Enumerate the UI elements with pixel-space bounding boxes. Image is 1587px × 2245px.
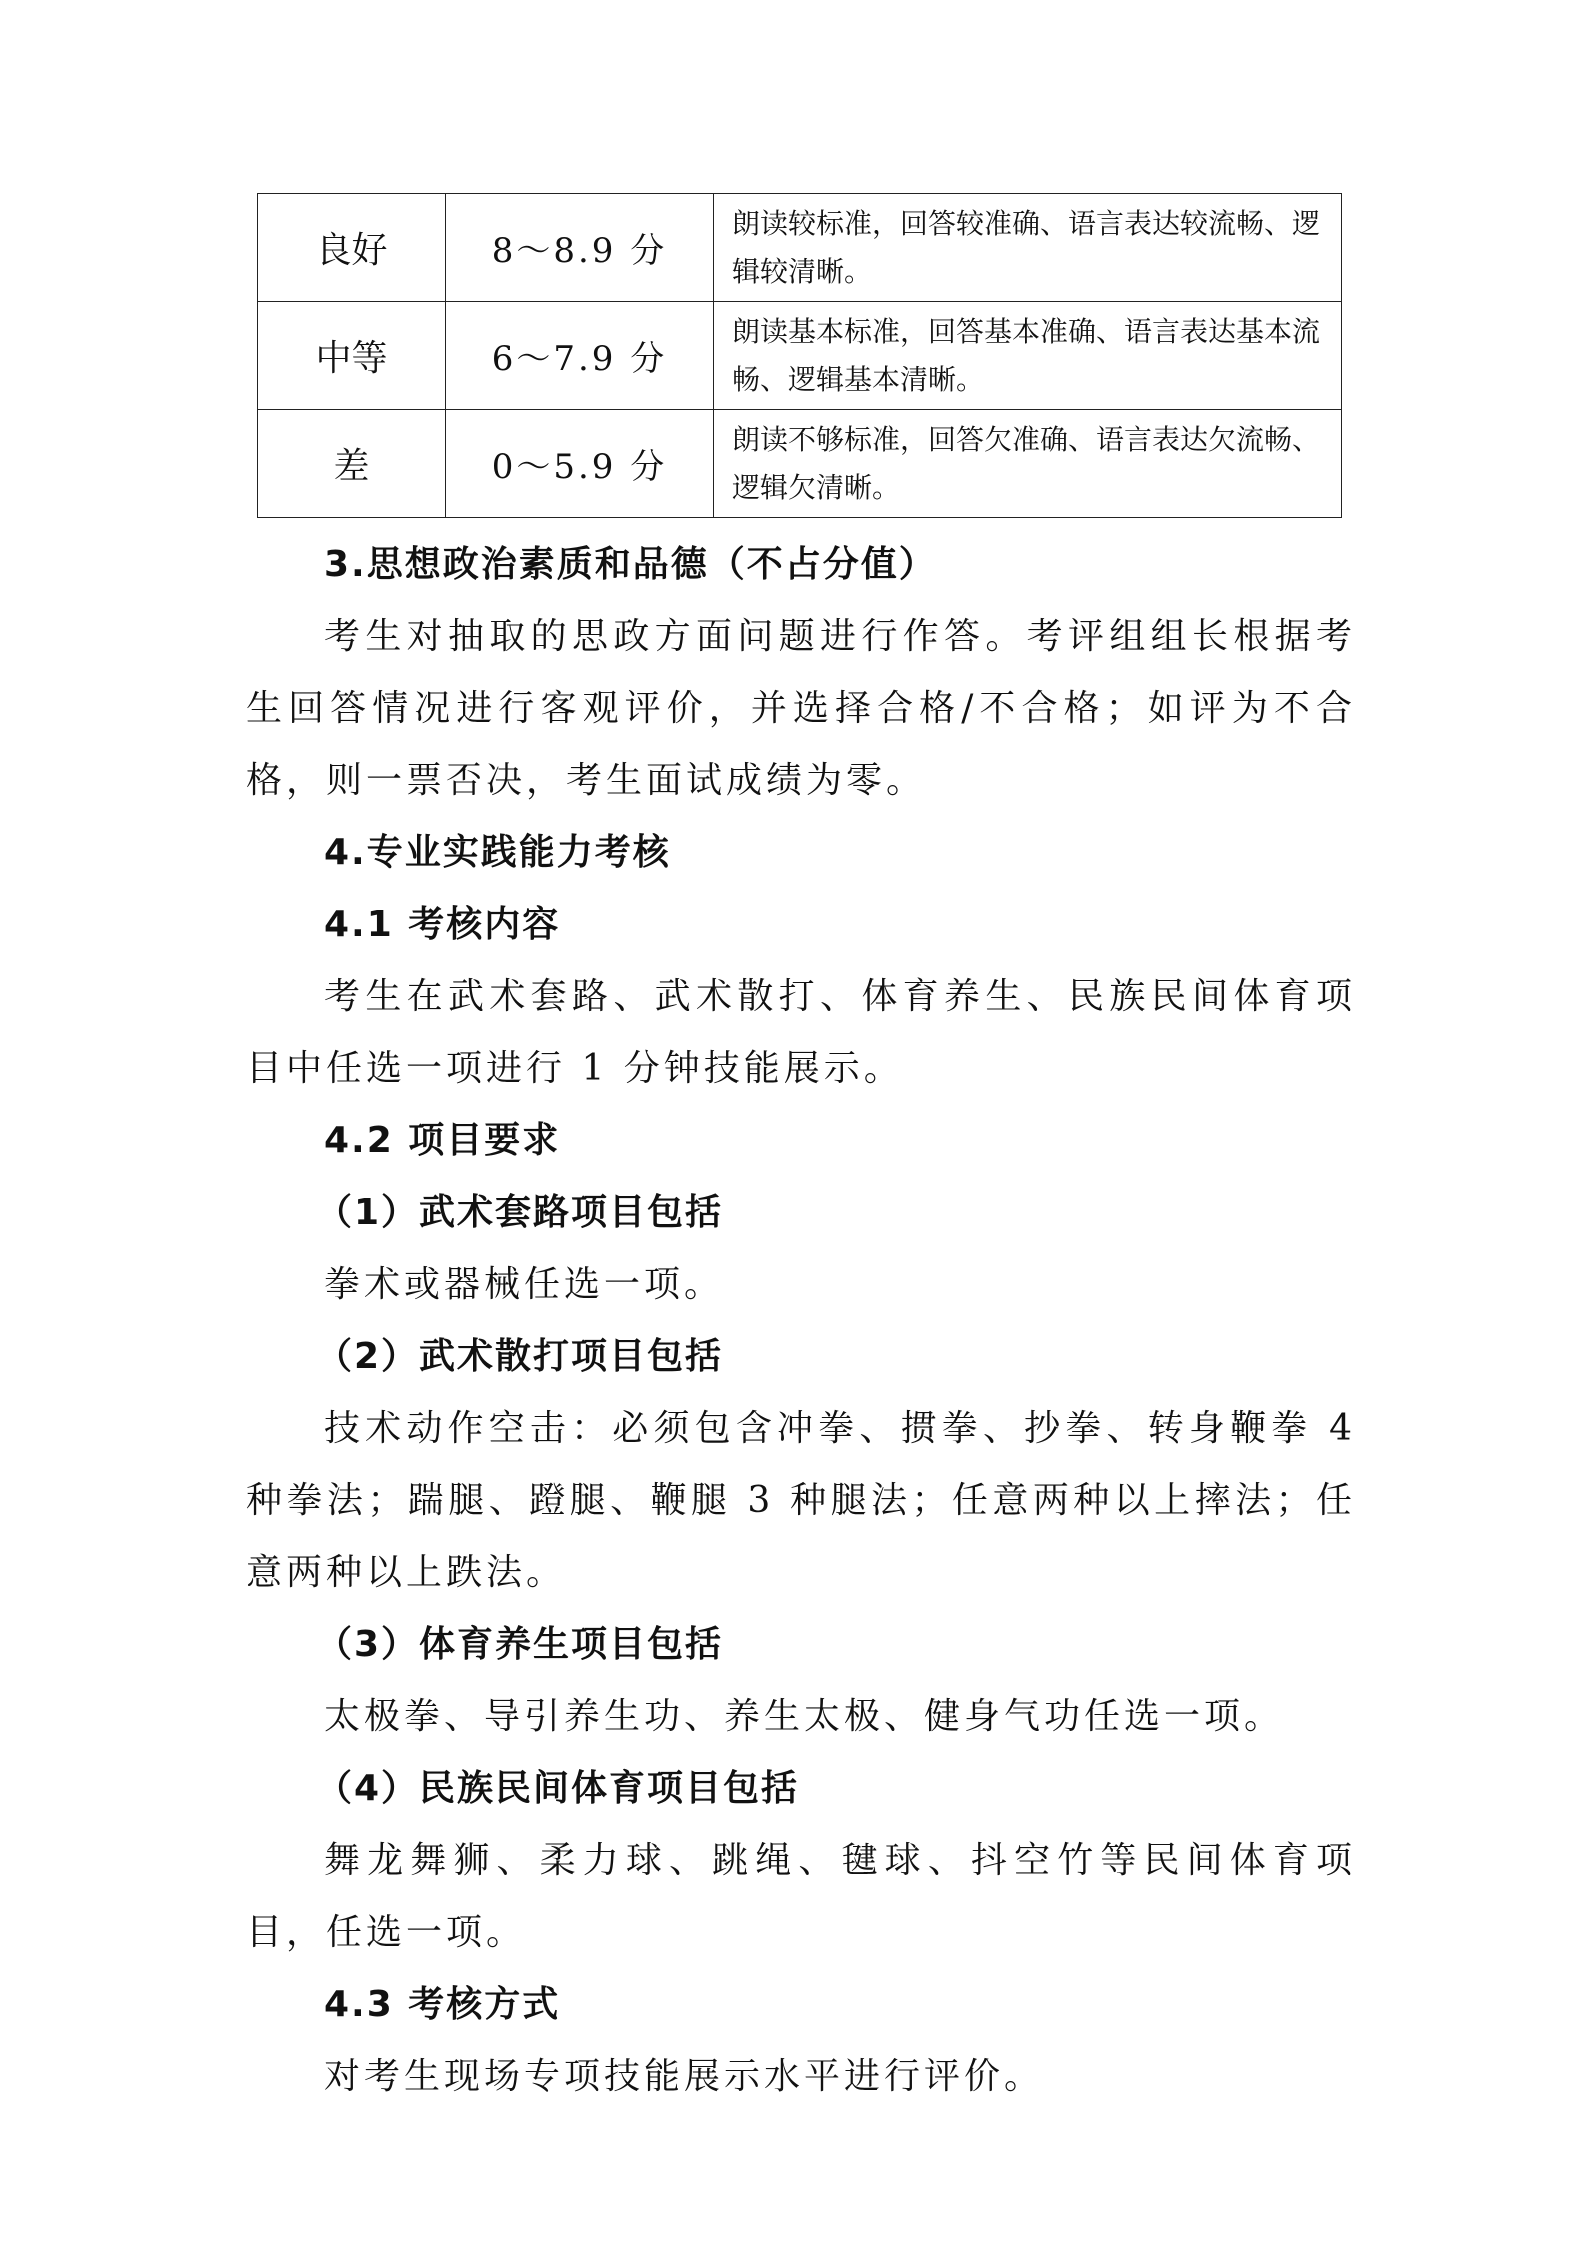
table-row [258, 410, 1342, 518]
subsection-heading-4-1: 4.1 考核内容 [324, 904, 561, 945]
subsection-heading-4-2: 4.2 项目要求 [324, 1120, 561, 1161]
item-heading-2: （2）武术散打项目包括 [316, 1336, 724, 1377]
item-paragraph-3: 太极拳、导引养生功、养生太极、健身气功任选一项。 [324, 1696, 1285, 1737]
section-heading-4: 4.专业实践能力考核 [324, 832, 671, 873]
subsection-paragraph-4-3: 对考生现场专项技能展示水平进行评价。 [324, 2056, 1045, 2097]
item-heading-3: （3）体育养生项目包括 [316, 1624, 724, 1665]
grade-score-cell: 8～8.9 分 [446, 194, 714, 302]
section-heading-3: 3.思想政治素质和品德（不占分值） [324, 544, 937, 585]
grade-level-cell: 良好 [258, 194, 446, 302]
grade-level-cell: 差 [258, 410, 446, 518]
table-row [258, 302, 1342, 410]
item-heading-4: （4）民族民间体育项目包括 [316, 1768, 800, 1809]
document-body [246, 529, 1356, 2113]
grade-level-cell: 中等 [258, 302, 446, 410]
item-paragraph-1: 拳术或器械任选一项。 [324, 1264, 725, 1305]
table-row [258, 194, 1342, 302]
section-paragraph-3: 考生对抽取的思政方面问题进行作答。考评组组长根据考生回答情况进行客观评价，并选择合格/不合格；如评为不合格，则一票否决，考生面试成绩为零。 [246, 616, 1356, 801]
grade-score-cell: 6～7.9 分 [446, 302, 714, 410]
grading-table [257, 193, 1342, 518]
item-paragraph-4: 舞龙舞狮、柔力球、跳绳、毽球、抖空竹等民间体育项目，任选一项。 [246, 1840, 1356, 1953]
item-paragraph-2: 技术动作空击：必须包含冲拳、掼拳、抄拳、转身鞭拳 4 种拳法；踹腿、蹬腿、鞭腿 3 种腿法；任意两种以上摔法；任意两种以上跌法。 [246, 1408, 1356, 1593]
subsection-paragraph-4-1: 考生在武术套路、武术散打、体育养生、民族民间体育项目中任选一项进行 1 分钟技能展示。 [246, 976, 1356, 1089]
grade-score-cell: 0～5.9 分 [446, 410, 714, 518]
grade-description-cell: 朗读不够标准，回答欠准确、语言表达欠流畅、逻辑欠清晰。 [714, 410, 1342, 518]
item-heading-1: （1）武术套路项目包括 [316, 1192, 724, 1233]
grade-description-cell: 朗读基本标准，回答基本准确、语言表达基本流畅、逻辑基本清晰。 [714, 302, 1342, 410]
subsection-heading-4-3: 4.3 考核方式 [324, 1984, 561, 2025]
grade-description-cell: 朗读较标准，回答较准确、语言表达较流畅、逻辑较清晰。 [714, 194, 1342, 302]
